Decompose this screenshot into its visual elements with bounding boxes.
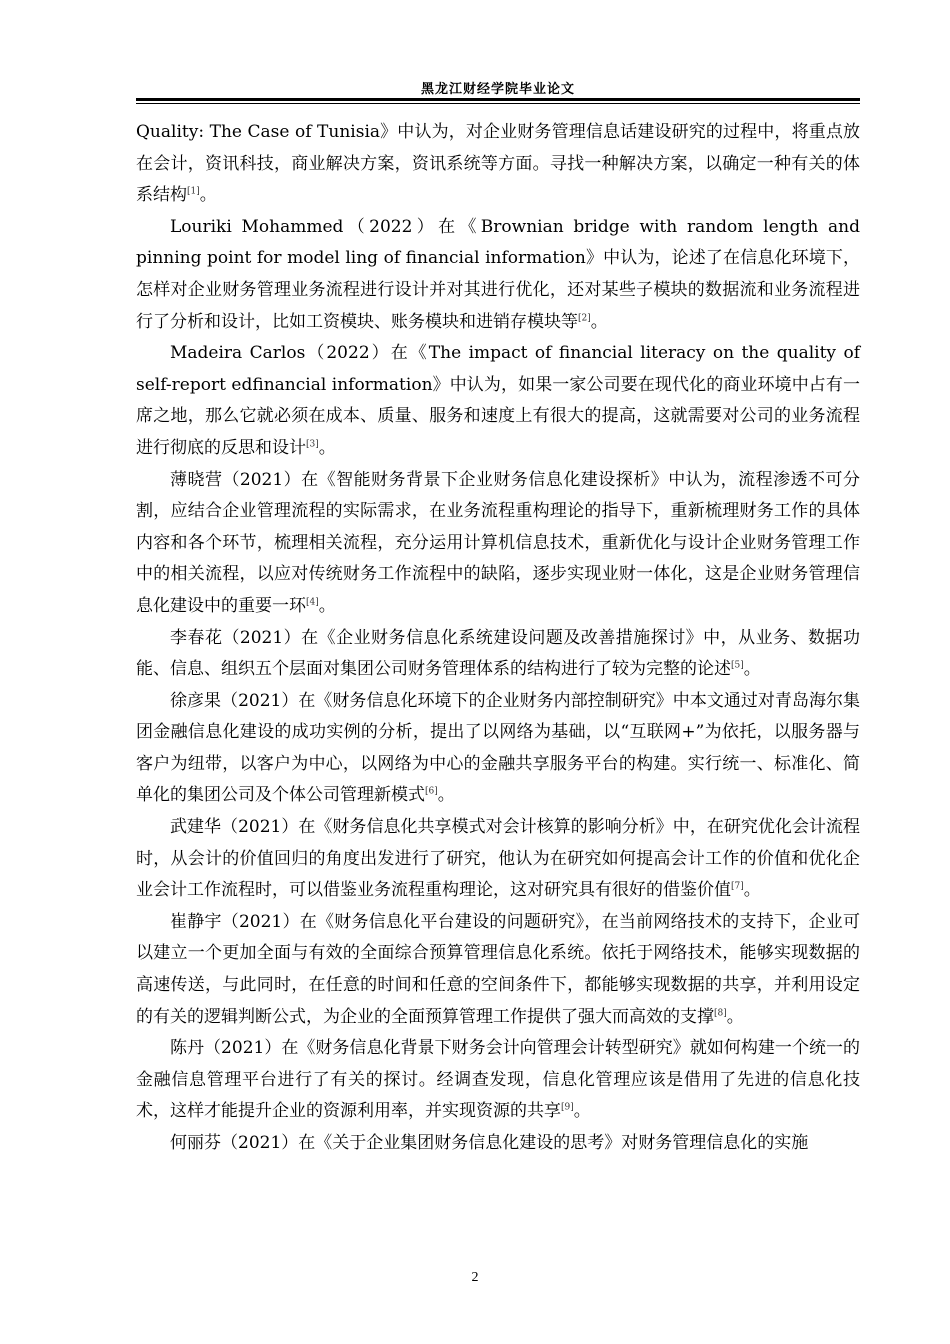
paragraph: 陈丹（2021）在《财务信息化背景下财务会计向管理会计转型研究》就如何构建一个统一的金融信息管理平台进行了有关的探讨。经调查发现，信息化管理应该是借用了先进的信息化技术，这样才能提升企业的资源利用率，并实现资源的共享[9]。	[136, 1038, 860, 1122]
citation-ref: [1]	[187, 186, 200, 197]
citation-ref: [5]	[731, 660, 744, 671]
page-number: 2	[471, 1270, 479, 1285]
paragraph: Louriki Mohammed（2022）在《Brownian bridge with random length and pinning point for model ling of financial information》中认为，论述了在信息化环境下，怎样对企业财务管理业务流程进行设计并对其进行优化，还对某些子模块的数据流和业务流程进行了分析和设计，比如工资模块、账务模块和进销存模块等[2]。	[136, 216, 860, 332]
paragraph: 薄晓营（2021）在《智能财务背景下企业财务信息化建设探析》中认为，流程渗透不可分割，应结合企业管理流程的实际需求，在业务流程重构理论的指导下，重新梳理财务工作的具体内容和各个环节，梳理相关流程，充分运用计算机信息技术，重新优化与设计企业财务管理工作中的相关流程，以应对传统财务工作流程中的缺陷，逐步实现业财一体化，这是企业财务管理信息化建设中的重要一环[4]。	[136, 469, 860, 616]
paragraph: 何丽芬（2021）在《关于企业集团财务信息化建设的思考》对财务管理信息化的实施	[170, 1133, 809, 1153]
citation-ref: [6]	[425, 786, 438, 797]
citation-ref: [8]	[714, 1007, 727, 1018]
paragraph: 徐彦果（2021）在《财务信息化环境下的企业财务内部控制研究》中本文通过对青岛海尔集团金融信息化建设的成功实例的分析，提出了以网络为基础，以“互联网+”为依托，以服务器与客户为纽带，以客户为中心，以网络为中心的金融共享服务平台的构建。实行统一、标准化、简单化的集团公司及个体公司管理新模式[6]。	[136, 690, 860, 806]
citation-ref: [2]	[578, 312, 591, 323]
document-body	[136, 117, 860, 1160]
page-header-title: 黑龙江财经学院毕业论文	[420, 82, 575, 97]
citation-ref: [3]	[306, 439, 319, 450]
header-rule-thick	[136, 98, 860, 101]
citation-ref: [9]	[561, 1102, 574, 1113]
paragraph: 李春花（2021）在《企业财务信息化系统建设问题及改善措施探讨》中，从业务、数据功能、信息、组织五个层面对集团公司财务管理体系的结构进行了较为完整的论述[5]。	[136, 627, 860, 680]
paragraph: 崔静宇（2021）在《财务信息化平台建设的问题研究》，在当前网络技术的支持下，企业可以建立一个更加全面与有效的全面综合预算管理信息化系统。依托于网络技术，能够实现数据的高速传送，与此同时，在任意的时间和任意的空间条件下，都能够实现数据的共享，并利用设定的有关的逻辑判断公式，为企业的全面预算管理工作提供了强大而高效的支撑[8]。	[136, 911, 860, 1027]
paragraph: Madeira Carlos（2022）在《The impact of financial literacy on the quality of self-report edfinancial information》中认为，如果一家公司要在现代化的商业环境中占有一席之地，那么它就必须在成本、质量、服务和速度上有很大的提高，这就需要对公司的业务流程进行彻底的反思和设计[3]。	[136, 343, 860, 458]
citation-ref: [4]	[306, 597, 319, 608]
paragraph: Quality: The Case of Tunisia》中认为，对企业财务管理信息话建设研究的过程中，将重点放在会计，资讯科技，商业解决方案，资讯系统等方面。寻找一种解决方案，以确定一种有关的体系结构[1]。	[136, 122, 860, 206]
header-rule-thin	[136, 103, 860, 104]
citation-ref: [7]	[731, 881, 744, 892]
paragraph: 武建华（2021）在《财务信息化共享模式对会计核算的影响分析》中，在研究优化会计流程时，从会计的价值回归的角度出发进行了研究，他认为在研究如何提高会计工作的价值和优化企业会计工作流程时，可以借鉴业务流程重构理论，这对研究具有很好的借鉴价值[7]。	[136, 817, 860, 901]
